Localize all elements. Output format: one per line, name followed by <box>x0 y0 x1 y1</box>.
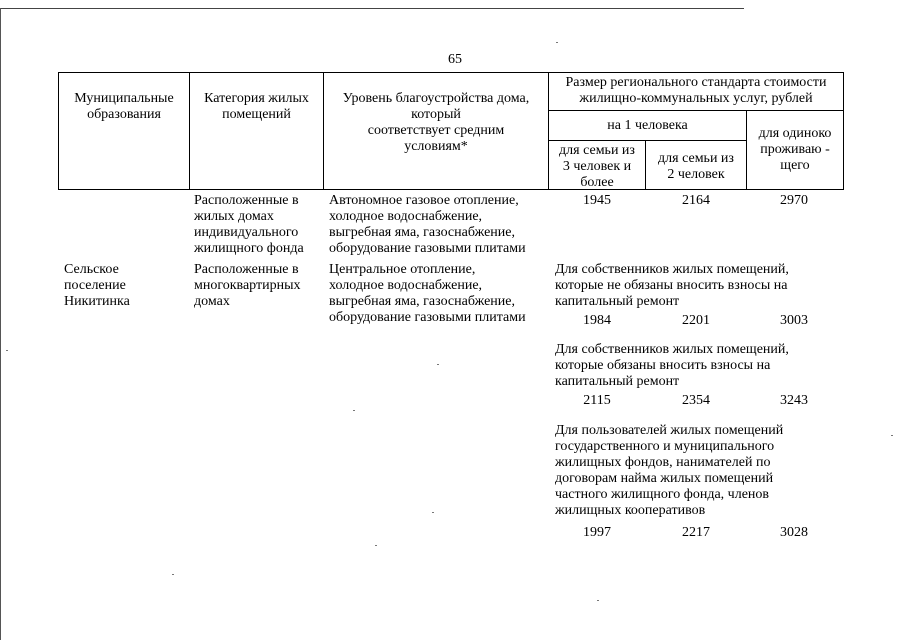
row1-value-family2: 2164 <box>682 193 710 208</box>
single-header <box>747 126 843 174</box>
family2-header <box>646 151 746 183</box>
group1-value-single: 3003 <box>780 313 808 328</box>
cell-text: Расположенные в <box>194 193 299 208</box>
cell-text: холодное водоснабжение, <box>329 209 483 224</box>
row2-level <box>329 262 526 326</box>
group2-note <box>555 342 789 390</box>
note-text: капитальный ремонт <box>555 374 680 389</box>
note-text: государственного и муниципального <box>555 439 775 454</box>
scan-speck <box>891 435 893 436</box>
per-person-sub-rule <box>548 140 746 141</box>
cell-text: индивидуального <box>194 225 299 240</box>
scan-speck <box>597 600 599 601</box>
cell-text: жилищного фонда <box>194 241 304 256</box>
row1-category <box>194 193 304 257</box>
group2-value-family2: 2354 <box>682 393 710 408</box>
col-level-header <box>324 91 548 155</box>
standard-sub-rule <box>548 110 844 111</box>
cell-text: жилых домах <box>194 209 274 224</box>
header-text: помещений <box>222 107 291 122</box>
header-text: который <box>411 107 461 122</box>
cell-text: выгребная яма, газоснабжение, <box>329 294 516 309</box>
header-text: щего <box>780 158 810 173</box>
col-category-header <box>190 91 323 123</box>
header-text: для семьи из <box>658 151 734 166</box>
note-text: жилищных кооперативов <box>555 503 706 518</box>
note-text: частного жилищного фонда, членов <box>555 487 770 502</box>
header-text: 2 человек <box>667 167 725 182</box>
header-text: образования <box>87 107 161 122</box>
header-text: для семьи из <box>559 143 635 158</box>
group3-value-single: 3028 <box>780 525 808 540</box>
note-text: которые обязаны вносить взносы на <box>555 358 771 373</box>
header-text: жилищно-коммунальных услуг, рублей <box>579 91 813 106</box>
cell-text: поселение <box>64 278 126 293</box>
group3-value-family3: 1997 <box>583 525 611 540</box>
cell-text: Никитинка <box>64 294 130 309</box>
row1-level <box>329 193 526 257</box>
page-number: 65 <box>448 52 462 67</box>
scan-speck <box>375 545 377 546</box>
cell-text: оборудование газовыми плитами <box>329 241 526 256</box>
header-text: Размер регионального стандарта стоимости <box>565 75 827 90</box>
scan-speck <box>437 364 439 365</box>
header-bottom-rule <box>58 189 844 190</box>
note-text: которые не обязаны вносить взносы на <box>555 278 788 293</box>
municipality-cell <box>64 262 130 310</box>
cell-text: холодное водоснабжение, <box>329 278 483 293</box>
note-text: Для собственников жилых помещений, <box>555 342 789 357</box>
scan-speck <box>6 350 8 351</box>
header-text: Муниципальные <box>74 91 174 106</box>
cell-text: Сельское <box>64 262 119 277</box>
header-text: соответствует средним <box>367 123 505 138</box>
group1-value-family3: 1984 <box>583 313 611 328</box>
vline-6 <box>843 72 844 190</box>
header-text: 3 человек и <box>562 159 632 174</box>
note-text: жилищных фондов, нанимателей по <box>555 455 771 470</box>
col-standard-header <box>549 75 843 107</box>
group1-value-family2: 2201 <box>682 313 710 328</box>
note-text: Для пользователей жилых помещений <box>555 423 784 438</box>
scan-speck <box>556 42 558 43</box>
note-text: Для собственников жилых помещений, <box>555 262 789 277</box>
note-text: договорам найма жилых помещений <box>555 471 774 486</box>
header-text: проживаю - <box>760 142 830 157</box>
group3-note <box>555 423 783 519</box>
note-text: капитальный ремонт <box>555 294 680 309</box>
page-top-rule <box>0 8 744 9</box>
header-text: более <box>580 175 614 190</box>
header-text: условиям* <box>404 139 468 154</box>
row2-category <box>194 262 301 310</box>
cell-text: Центральное отопление, <box>329 262 476 277</box>
scan-speck <box>432 512 434 513</box>
group3-value-family2: 2217 <box>682 525 710 540</box>
vline-0 <box>58 72 59 190</box>
row1-value-family3: 1945 <box>583 193 611 208</box>
scan-speck <box>172 574 174 575</box>
page-left-rule <box>0 8 1 640</box>
header-text: Уровень благоустройства дома, <box>342 91 530 106</box>
col-municipal-header <box>59 91 189 123</box>
header-text: Категория жилых <box>204 91 309 106</box>
row1-value-single: 2970 <box>780 193 808 208</box>
cell-text: оборудование газовыми плитами <box>329 310 526 325</box>
group1-note <box>555 262 789 310</box>
family3-header <box>549 143 645 191</box>
scan-speck <box>353 410 355 411</box>
header-text: для одиноко <box>758 126 832 141</box>
per-person-header: на 1 человека <box>607 118 688 133</box>
cell-text: Расположенные в <box>194 262 299 277</box>
vline-1 <box>189 72 190 190</box>
group2-value-family3: 2115 <box>583 393 611 408</box>
cell-text: Автономное газовое отопление, <box>329 193 519 208</box>
header-top-rule <box>58 72 844 73</box>
cell-text: многоквартирных <box>194 278 301 293</box>
group2-value-single: 3243 <box>780 393 808 408</box>
cell-text: домах <box>194 294 230 309</box>
cell-text: выгребная яма, газоснабжение, <box>329 225 516 240</box>
